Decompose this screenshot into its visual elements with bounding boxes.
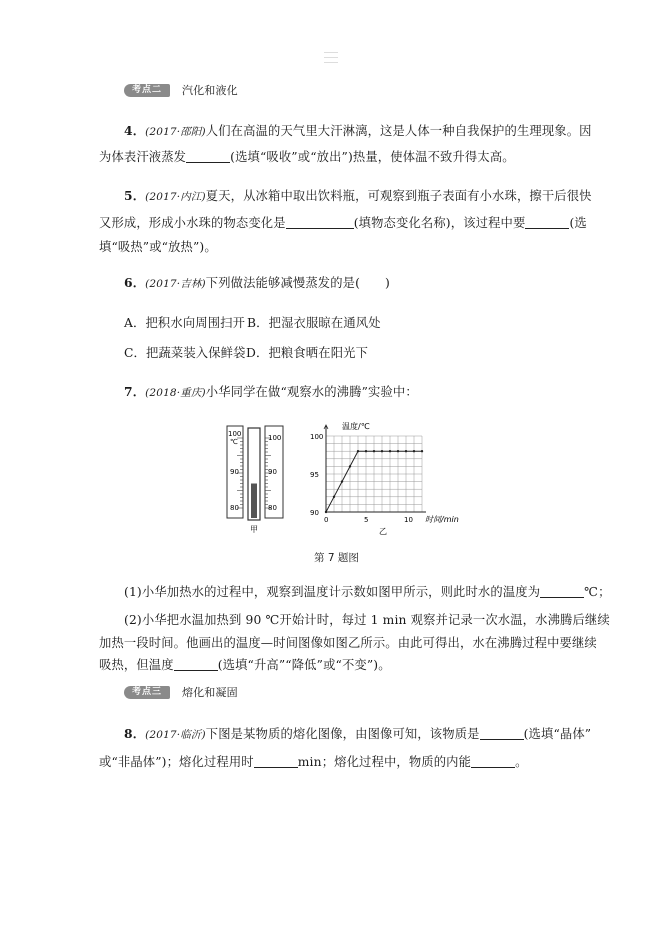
question-7 (124, 382, 418, 400)
thermometer-label-90: 90 (230, 468, 239, 476)
question-text: (选 (569, 216, 587, 230)
y-tick-label: 90 (310, 509, 319, 517)
temperature-time-chart (308, 418, 460, 538)
y-tick-label: 100 (310, 433, 324, 441)
data-point (389, 450, 391, 452)
data-point (413, 450, 415, 452)
data-point (397, 450, 399, 452)
question-text: 小华同学在做“观察水的沸腾”实验中： (205, 385, 418, 399)
question-7-sub2-line1: (2)小华把水温加热到 90 ℃开始计时，每过 1 min 观察并记录一次水温，水沸腾后继续 (124, 613, 610, 627)
thermometer-right-label-90: 90 (268, 468, 277, 476)
question-text: 为体表汗液蒸发 (99, 150, 187, 164)
option-a[interactable]: A．把积水向周围扫开 (124, 316, 246, 330)
answer-blank[interactable] (186, 150, 230, 163)
option-b[interactable]: B．把湿衣服晾在通风处 (247, 316, 381, 330)
question-text: (1)小华加热水的过程中，观察到温度计示数如图甲所示，则此时水的温度为 (124, 585, 541, 599)
section-badge: 考点三 (124, 686, 170, 699)
question-7-sub2-line2: 加热一段时间。他画出的温度—时间图像如图乙所示。由此可得出，水在沸腾过程中要继续 (99, 636, 597, 650)
answer-blank[interactable] (525, 216, 569, 229)
data-point (405, 450, 407, 452)
section-title: 熔化和凝固 (182, 686, 238, 699)
section-title: 汽化和液化 (182, 84, 238, 97)
question-text: (选填“升高”“降低”或“不变”)。 (217, 658, 391, 672)
question-text: 。 (515, 755, 528, 769)
thermometer-name: 甲 (250, 525, 258, 534)
data-point (365, 450, 367, 452)
answer-blank[interactable] (254, 755, 298, 768)
chart-grid (326, 436, 422, 512)
data-point (357, 450, 359, 452)
question-text: ℃； (584, 585, 611, 599)
answer-blank[interactable] (471, 755, 515, 768)
question-text: (填物态变化名称)，该过程中要 (353, 216, 526, 230)
answer-blank[interactable] (286, 216, 354, 229)
question-5-line2 (99, 213, 587, 231)
x-axis-label: 时间/min (425, 515, 459, 524)
question-6 (124, 273, 390, 291)
question-number: 8． (124, 726, 146, 741)
option-c[interactable]: C．把蔬菜装入保鲜袋 (124, 346, 246, 360)
question-number: 4． (124, 123, 146, 138)
answer-blank[interactable] (540, 585, 584, 598)
section-badge: 考点二 (124, 84, 170, 97)
data-point (349, 465, 351, 467)
question-source: (2017·邵阳) (145, 126, 206, 138)
figure-caption: 第 7 题图 (314, 552, 359, 564)
question-8-line2 (99, 752, 528, 770)
thermometer-right-label-80: 80 (268, 504, 277, 512)
x-tick-label: 10 (404, 516, 413, 524)
question-source: (2018·重庆) (145, 387, 206, 399)
x-tick-label: 0 (324, 516, 329, 524)
thermometer-liquid (251, 484, 257, 519)
question-text: 或“非晶体”)；熔化过程用时 (99, 755, 254, 769)
question-text: 吸热，但温度 (99, 658, 174, 672)
thermometer-label-100: 100 (228, 430, 242, 438)
header-mark (324, 48, 338, 68)
chart-name: 乙 (379, 527, 387, 536)
chart-ticks (310, 433, 413, 524)
data-point (381, 450, 383, 452)
thermometer-label-80: 80 (230, 504, 239, 512)
question-text: min；熔化过程中，物质的内能 (297, 755, 472, 769)
y-axis-label: 温度/℃ (342, 422, 370, 431)
question-source: (2017·吉林) (145, 278, 206, 290)
question-4 (124, 121, 592, 139)
question-5 (124, 186, 592, 204)
question-number: 5． (124, 188, 146, 203)
data-point (333, 496, 335, 498)
thermometer-figure (224, 424, 286, 536)
question-text: 下图是某物质的熔化图像，由图像可知，该物质是 (205, 727, 480, 741)
question-5-line3: 填“吸热”或“放热”)。 (99, 240, 217, 254)
data-point (341, 480, 343, 482)
question-7-sub1 (124, 582, 611, 600)
question-7-sub2-line3 (99, 655, 391, 673)
question-8 (124, 724, 591, 742)
question-text: 夏天，从冰箱中取出饮料瓶，可观察到瓶子表面有小水珠，擦干后很快 (205, 189, 592, 203)
answer-blank[interactable] (480, 727, 524, 740)
y-tick-label: 95 (310, 471, 319, 479)
question-text: 又形成，形成小水珠的物态变化是 (99, 216, 286, 230)
question-text: (选填“吸收”或“放出”)热量，使体温不致升得太高。 (230, 150, 515, 164)
question-source: (2017·临沂) (145, 729, 206, 741)
question-number: 7． (124, 384, 146, 399)
x-tick-label: 5 (364, 516, 369, 524)
question-4-line2 (99, 147, 515, 165)
data-point (421, 450, 423, 452)
answer-blank[interactable] (174, 658, 218, 671)
data-point (373, 450, 375, 452)
question-source: (2017·内江) (145, 191, 206, 203)
chart-axes (324, 425, 426, 512)
thermometer-unit: ℃ (230, 438, 238, 446)
question-text: (选填“晶体” (523, 727, 592, 741)
question-text: 人们在高温的天气里大汗淋漓，这是人体一种自我保护的生理现象。因 (205, 124, 592, 138)
data-point (325, 511, 327, 513)
option-d[interactable]: D．把粮食晒在阳光下 (246, 346, 369, 360)
question-text: 下列做法能够减慢蒸发的是( ) (205, 276, 390, 290)
question-number: 6． (124, 275, 146, 290)
thermometer-right-label-100: 100 (268, 434, 282, 442)
